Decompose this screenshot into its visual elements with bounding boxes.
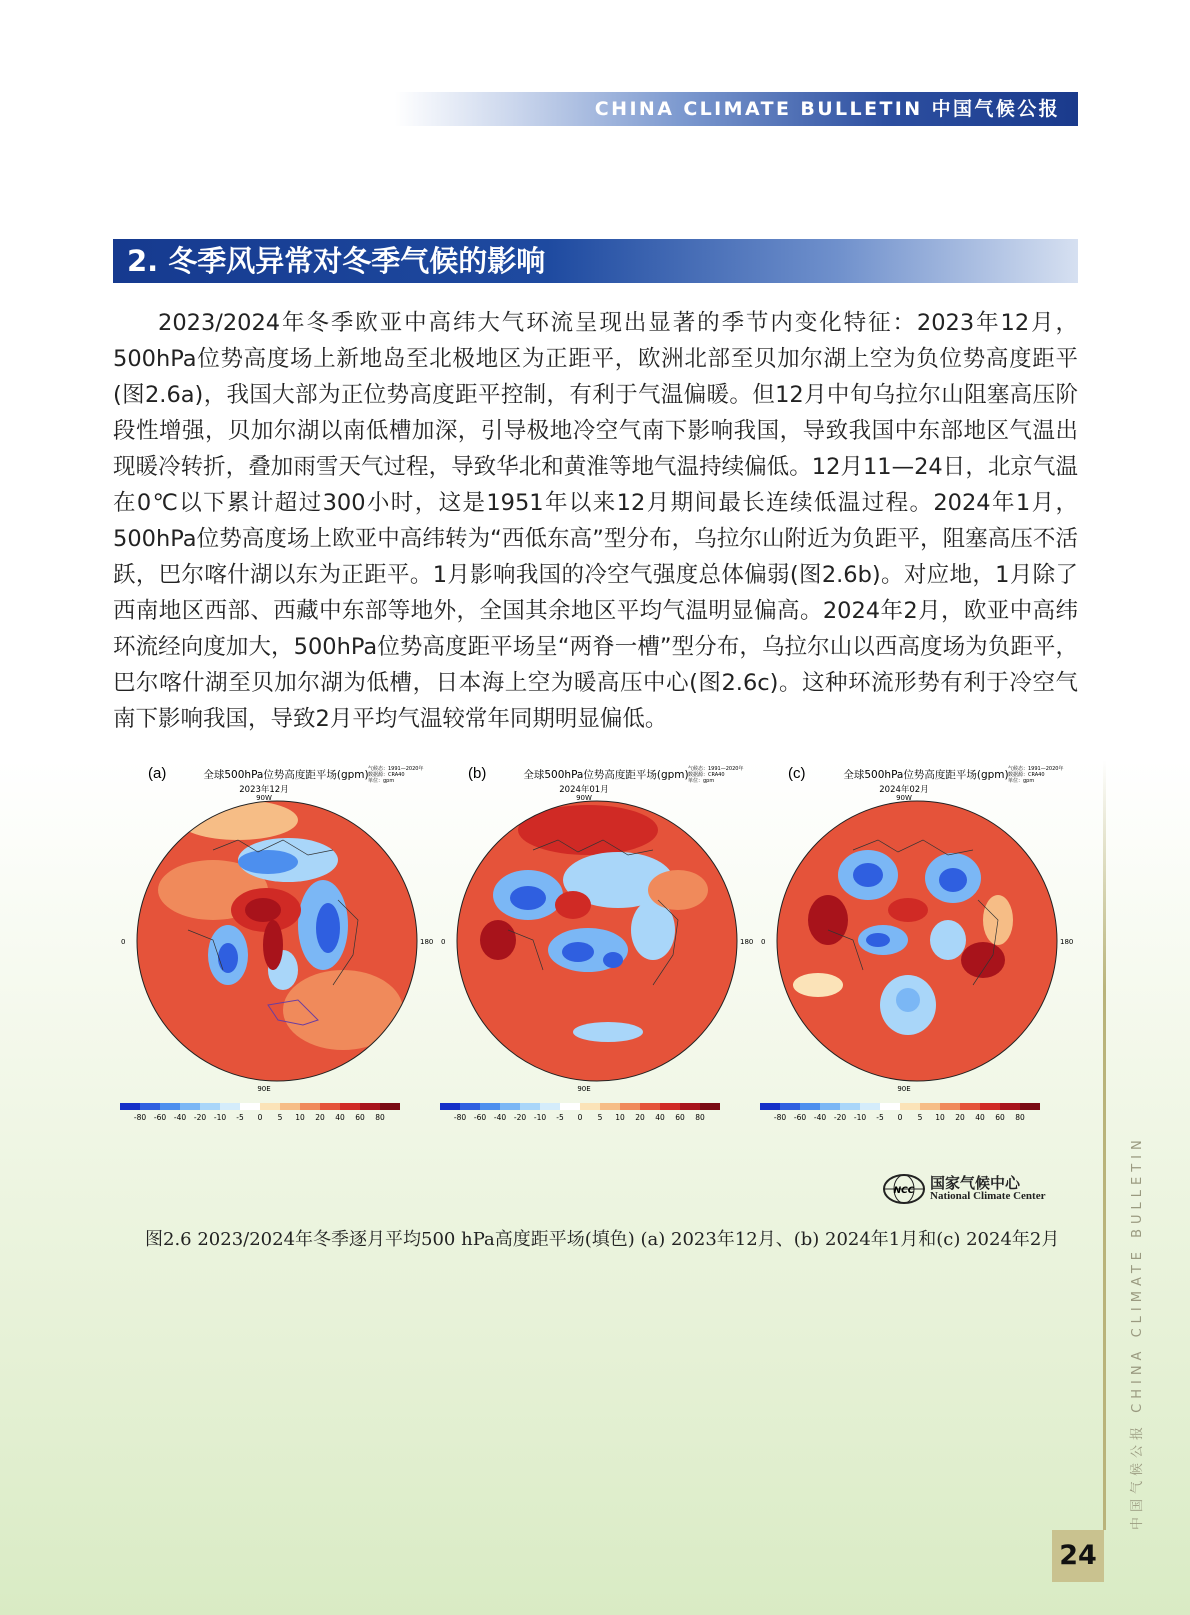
section-heading-bar	[113, 239, 1078, 283]
lon-label-right: 180	[420, 938, 434, 946]
svg-text:10: 10	[935, 1113, 945, 1122]
figure-panel-c	[758, 765, 1076, 1140]
svg-text:-60: -60	[793, 1113, 807, 1122]
panel-label: (a)	[148, 765, 167, 782]
panel-label: (b)	[468, 765, 487, 782]
header-title: CHINA CLIMATE BULLETIN 中国气候公报	[594, 98, 1060, 120]
colorbar-c	[760, 1103, 1040, 1122]
svg-text:-40: -40	[493, 1113, 507, 1122]
panel-title: 全球500hPa位势高度距平场(gpm)	[203, 769, 369, 781]
svg-text:-5: -5	[876, 1113, 884, 1122]
svg-text:80: 80	[695, 1113, 705, 1122]
svg-text:10: 10	[615, 1113, 625, 1122]
meta-line: 单位：gpm	[1008, 778, 1035, 784]
figure-caption: 图2.6 2023/2024年冬季逐月平均500 hPa高度距平场(填色) (a) 2023年12月、(b) 2024年1月和(c) 2024年2月	[145, 1229, 1060, 1250]
svg-text:60: 60	[995, 1113, 1005, 1122]
colorbar-b	[440, 1103, 720, 1122]
lon-label-top: 90W	[896, 794, 912, 802]
svg-text:-60: -60	[473, 1113, 487, 1122]
lon-label-right: 180	[1060, 938, 1074, 946]
side-vertical-title: 中国气候公报 CHINA CLIMATE BULLETIN	[1130, 1135, 1145, 1530]
svg-text:-40: -40	[173, 1113, 187, 1122]
side-rule	[1103, 760, 1106, 1530]
svg-text:20: 20	[955, 1113, 965, 1122]
svg-text:-20: -20	[513, 1113, 527, 1122]
meta-line: 单位：gpm	[688, 778, 715, 784]
lon-label-bottom: 90E	[577, 1085, 591, 1093]
polar-map-b	[438, 765, 756, 1140]
meta-line: 气候态：1991—2020年	[688, 766, 744, 772]
svg-text:20: 20	[315, 1113, 325, 1122]
svg-text:-80: -80	[773, 1113, 787, 1122]
colorbar-a	[120, 1103, 400, 1122]
lon-label-right: 180	[740, 938, 754, 946]
svg-text:0: 0	[897, 1113, 903, 1122]
header-bar	[395, 92, 1078, 126]
svg-text:10: 10	[295, 1113, 305, 1122]
svg-text:60: 60	[355, 1113, 365, 1122]
svg-text:0: 0	[257, 1113, 263, 1122]
ncc-logo	[930, 1172, 1060, 1208]
body-paragraph: 2023/2024年冬季欧亚中高纬大气环流呈现出显著的季节内变化特征：2023年12月，500hPa位势高度场上新地岛至北极地区为正距平，欧洲北部至贝加尔湖上空为负位势高度距平(图2.6a)，我国大部为正位势高度距平控制，有利于气温偏暖。但12月中旬乌拉尔山阻塞高压阶段性增强，贝加尔湖以南低槽加深，引导极地冷空气南下影响我国，导致我国中东部地区气温出现暖冷转折，叠加雨雪天气过程，导致华北和黄淮等地气温持续偏低。12月11—24日，北京气温在0℃以下累计超过300小时，这是1951年以来12月期间最长连续低温过程。2024年1月，500hPa位势高度场上欧亚中高纬转为“西低东高”型分布，乌拉尔山附近为负距平，阻塞高压不活跃，巴尔喀什湖以东为正距平。1月影响我国的冷空气强度总体偏弱(图2.6b)。对应地，1月除了西南地区西部、西藏中东部等地外，全国其余地区平均气温明显偏高。2024年2月，欧亚中高纬环流经向度加大，500hPa位势高度距平场呈“两脊一槽”型分布，乌拉尔山以西高度场为负距平，巴尔喀什湖至贝加尔湖为低槽，日本海上空为暖高压中心(图2.6c)。这种环流形势有利于冷空气南下影响我国，导致2月平均气温较常年同期明显偏低。	[113, 310, 1078, 732]
panel-date: 2024年01月	[559, 785, 609, 795]
panel-title: 全球500hPa位势高度距平场(gpm)	[843, 769, 1009, 781]
meta-line: 数据源：CRA40	[1008, 772, 1045, 778]
svg-text:0: 0	[577, 1113, 583, 1122]
figure-panel-b	[438, 765, 756, 1140]
svg-text:-80: -80	[453, 1113, 467, 1122]
svg-text:40: 40	[655, 1113, 665, 1122]
svg-text:-40: -40	[813, 1113, 827, 1122]
figure-2-6	[118, 765, 1078, 1140]
svg-text:20: 20	[635, 1113, 645, 1122]
ncc-name-en: National Climate Center	[930, 1190, 1046, 1202]
svg-text:80: 80	[375, 1113, 385, 1122]
svg-text:-10: -10	[853, 1113, 867, 1122]
svg-text:5: 5	[277, 1113, 283, 1122]
meta-line: 气候态：1991—2020年	[368, 766, 424, 772]
panel-date: 2023年12月	[239, 785, 289, 795]
svg-text:-10: -10	[533, 1113, 547, 1122]
meta-line: 数据源：CRA40	[368, 772, 405, 778]
ncc-name-cn: 国家气候中心	[930, 1174, 1021, 1192]
ncc-globe-icon	[882, 1172, 926, 1206]
svg-text:-60: -60	[153, 1113, 167, 1122]
polar-map-c	[758, 765, 1076, 1140]
lon-label-bottom: 90E	[897, 1085, 911, 1093]
lon-label-bottom: 90E	[257, 1085, 271, 1093]
svg-text:5: 5	[917, 1113, 923, 1122]
svg-text:5: 5	[597, 1113, 603, 1122]
lon-label-left: 0	[441, 938, 446, 946]
lon-label-left: 0	[121, 938, 126, 946]
svg-text:-20: -20	[833, 1113, 847, 1122]
lon-label-top: 90W	[576, 794, 592, 802]
svg-text:40: 40	[975, 1113, 985, 1122]
polar-map-a	[118, 765, 436, 1140]
svg-text:-10: -10	[213, 1113, 227, 1122]
page-number: 24	[1052, 1530, 1104, 1582]
svg-text:-80: -80	[133, 1113, 147, 1122]
svg-text:80: 80	[1015, 1113, 1025, 1122]
meta-line: 单位：gpm	[368, 778, 395, 784]
figure-panel-a	[118, 765, 436, 1140]
panel-date: 2024年02月	[879, 785, 929, 795]
svg-text:40: 40	[335, 1113, 345, 1122]
svg-text:60: 60	[675, 1113, 685, 1122]
meta-line: 数据源：CRA40	[688, 772, 725, 778]
lon-label-left: 0	[761, 938, 766, 946]
meta-line: 气候态：1991—2020年	[1008, 766, 1064, 772]
svg-text:-5: -5	[236, 1113, 244, 1122]
section-title: 2. 冬季风异常对冬季气候的影响	[127, 244, 546, 278]
lon-label-top: 90W	[256, 794, 272, 802]
panel-title: 全球500hPa位势高度距平场(gpm)	[523, 769, 689, 781]
panel-label: (c)	[788, 765, 806, 782]
svg-text:-20: -20	[193, 1113, 207, 1122]
ncc-badge: NCC	[893, 1186, 915, 1196]
svg-text:-5: -5	[556, 1113, 564, 1122]
